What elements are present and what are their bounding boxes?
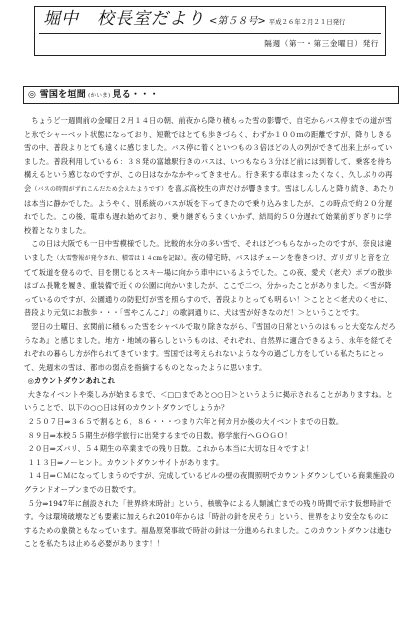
countdown-item: ８９日⇒本校５５期生が修学旅行に出発するまでの日数。修学旅行へＧＯＧＯ！ [27,430,292,440]
countdown-item: １１３日⇒ノーヒント。カウントダウンサイトがあります。 [27,457,224,467]
issue-date: 平成２６年２月２１日発行 [268,18,346,26]
publication-schedule: 隔週（第一・第三金曜日）発行 [264,39,379,48]
section-heading-ruby: (かいま) [88,93,111,99]
newsletter-header [34,6,386,56]
section-heading-main: ◎ 雪国を垣間 [28,90,87,100]
header-divider [39,33,381,34]
paragraph-1-note: （バスの時間がずれこんだため会えたようです） [31,185,168,193]
countdown-intro: 大きなイベントや楽しみが始まるまで、＜□□まであと○○日＞というように掲示されることがありますね。ということで、以下の○○日は何のカウントダウンでしょうか？ [24,389,394,413]
paragraph-1 [24,114,396,237]
header-title-row [43,11,345,28]
paragraph-2-text: この日は大阪でも一日中雪模様でした。比較的水分の多い雪で、それほどつもらなかったのですが、奈良は違いました [24,239,392,262]
countdown-item: ２０日⇒ズバリ、５４期生の卒業までの残り日数。これから本当に大切な日々ですよ！ [27,444,314,454]
paragraph-1-tail: を喜ぶ高校生の声だけが響きます。雪はしんしんと降り続き、あたりは本当に静かでした。ようやく、別系統のバスが坂を下ってきたので乗り込みましたが、この時点で約２０分遅れでした。この後、電車も遅れ始めており、乗り継ぎもうまくいかず、結局約５０分遅れて始業前ぎりぎりに学校着となりました。 [24,183,395,235]
paragraph-2-tail: 。夜の帰宅時、バスはチェーンを巻きつけ、ガリガリと音を立てて坂道を登るので、目を閉じるとスキー場に向かう車中にいるようでした。この夜、愛犬（老犬）ポプの散歩はゴム長靴を履き、重装備で近くの公園に向かいましたが、ここで二つ、分かったことがありました。＜雪が降っているのですが、公園通りの防犯灯が雪を照らすので、普段よりとっても明るい！＞ことと＜老犬のくせに、普段より元気にお散歩・・・「雪やこんこ♪」の歌詞通りに、犬は雪が好きなのだ！＞ということです。 [24,252,393,318]
section-heading-tail: 見る・・・ [112,90,159,100]
section-heading [23,86,399,104]
newsletter-title: 堀中 校長室だより [43,9,205,29]
countdown-item: ５分⇒1947年に創設された「世界終末時計」という、核戦争による人類滅亡までの残り時間で示す仮想時計です。今は環境破壊なども要素に加えられ2010年からは「時計の針を戻そう」という、世界をより安全なものにするための象徴ともなっています。福島原発事故で時計の針は一分進められました。このカウントダウンは進むことを私たちは止める必要があります！！ [24,498,392,549]
paragraph-2 [24,237,396,320]
issue-number: <第５８号> [209,16,266,27]
countdown-item: １４日⇒ＣＭになってしまうのですが、完成しているビルの壁の夜間照明でカウントダウンしている商業施設のグランドオープンまでの日数です。 [24,471,395,495]
paragraph-1-text: ちょうど一週間前の金曜日２月１４日の朝、前夜から降り積もった雪の影響で、自宅からバス停までの道が雪と氷でシャーベット状態になっており、短靴ではとても歩きづらく、わずか１００ｍの距離ですが、降りしきる雪の中、普段よりとても遠くに感じました。バス停に着くといつもの３倍ほどの人の列ができて出来上がっていました。普段利用している６：３８発の富雄駅行きのバスは、いつもなら３分ほど前には到着して、乗客を待ち構えるという感じなのですが、この日はなかなかやってきません。行き来する車はまったくなく、久しぶりの再会 [24,116,393,193]
paragraph-2-note: （大雪警報が発令され、積雪は１４cmを記録） [53,254,184,262]
countdown-item: ２５０７日⇒３６５で割ると６．８６・・・つまり六年と何カ月か後の大イベントまでの日数。 [27,417,344,427]
paragraph-3: 翌日の土曜日、玄関前に積もった雪をシャベルで取り除きながら、『雪国の日常というのはもっと大変なんだろうなあ』と感じました。地方・地域の暮らしというものは、それぞれ、自然界に適合できるよう、永年を経てそれぞれの暮らし方が作られてきています。雪国では考えられないような今の過ごし方をしている私たちにとって、先週末の雪は、都市の弱点を指摘するものとなったように思います。 [24,321,396,372]
countdown-heading: ◎カウントダウンあれこれ [27,376,116,386]
article-body [24,114,396,551]
